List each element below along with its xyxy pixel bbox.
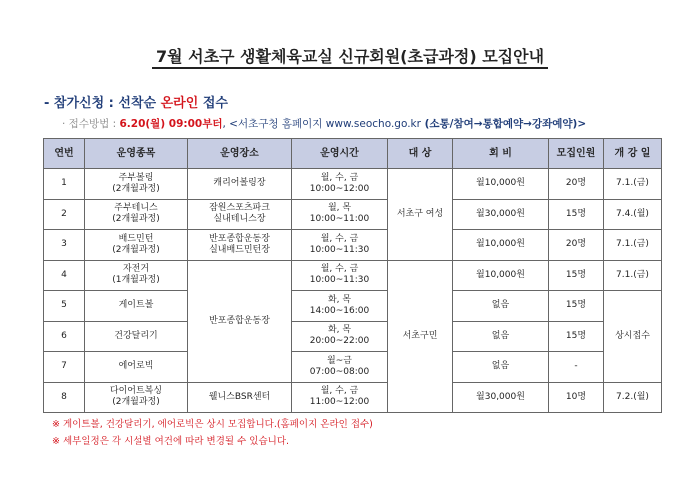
document-title: 7월 서초구 생활체육교실 신규회원(초급과정) 모집안내: [152, 47, 548, 69]
cell-sport: [85, 169, 188, 200]
cell-start: 7.2.(월): [604, 382, 662, 413]
cell-sport: [85, 199, 188, 230]
footnote-schedule-change: ※ 세부일정은 각 시설별 여건에 따라 변경될 수 있습니다.: [52, 436, 290, 447]
schedule-table: [43, 138, 662, 413]
time-hours: 10:00~11:30: [309, 275, 370, 286]
cell-capacity: 15명: [549, 321, 604, 352]
header-time: 운영시간: [292, 139, 388, 169]
schedule-header-row: [44, 139, 662, 169]
cell-start: 7.4.(월): [604, 199, 662, 230]
cell-fee: 월30,000원: [453, 199, 549, 230]
cell-time: [292, 169, 388, 200]
sport-name: 자전거: [122, 264, 150, 275]
cell-capacity: 15명: [549, 291, 604, 322]
cell-no: 4: [44, 260, 85, 291]
sport-course: (1개월과정): [112, 275, 160, 286]
table-row: [44, 352, 662, 383]
cell-target-residents: 서초구민: [388, 260, 453, 413]
table-row: [44, 321, 662, 352]
cell-start: 7.1.(금): [604, 260, 662, 291]
table-row: [44, 230, 662, 261]
header-capacity: 모집인원: [549, 139, 604, 169]
cell-target-women: 서초구 여성: [388, 169, 453, 261]
cell-capacity: 20명: [549, 230, 604, 261]
cell-sport: [85, 230, 188, 261]
table-row: [44, 291, 662, 322]
time-hours: 10:00~11:30: [309, 244, 370, 255]
sport-name: 배드민턴: [118, 233, 154, 244]
cell-fee: 없음: [453, 352, 549, 383]
sport-course: (2개월과정): [112, 214, 160, 225]
cell-sport: [85, 260, 188, 291]
cell-fee: 월10,000원: [453, 230, 549, 261]
cell-sport: [85, 382, 188, 413]
cell-time: [292, 230, 388, 261]
header-start: 개 강 일: [604, 139, 662, 169]
time-hours: 07:00~08:00: [309, 366, 370, 377]
time-hours: 20:00~22:00: [309, 336, 370, 347]
time-hours: 14:00~16:00: [309, 305, 370, 316]
time-days: 월, 수, 금: [320, 172, 359, 183]
time-days: 화, 목: [327, 325, 352, 336]
time-days: 월~금: [327, 355, 352, 366]
cell-no: 5: [44, 291, 85, 322]
application-notice: [44, 92, 228, 111]
cell-place: [188, 230, 292, 261]
application-notice-highlight: 온라인: [160, 96, 199, 111]
cell-start: 7.1.(금): [604, 169, 662, 200]
application-method-site: <서초구청 홈페이지 www.seocho.go.kr: [229, 118, 421, 130]
application-method: [62, 116, 586, 131]
table-row: [44, 169, 662, 200]
cell-fee: 없음: [453, 291, 549, 322]
cell-capacity: -: [549, 352, 604, 383]
cell-time: [292, 260, 388, 291]
cell-place: 캐리어볼링장: [188, 169, 292, 200]
cell-no: 2: [44, 199, 85, 230]
table-row: [44, 260, 662, 291]
cell-capacity: 20명: [549, 169, 604, 200]
cell-fee: 없음: [453, 321, 549, 352]
cell-sport: 건강달리기: [85, 321, 188, 352]
cell-no: 1: [44, 169, 85, 200]
cell-no: 7: [44, 352, 85, 383]
cell-place: 웰니스BSR센터: [188, 382, 292, 413]
cell-place-banpo: 반포종합운동장: [188, 260, 292, 382]
application-method-sep: ,: [222, 118, 230, 130]
time-hours: 11:00~12:00: [309, 397, 370, 408]
header-fee: 회 비: [453, 139, 549, 169]
sport-course: (2개월과정): [112, 397, 160, 408]
header-no: 연번: [44, 139, 85, 169]
application-method-date: 6.20(월) 09:00부터: [119, 118, 223, 130]
table-row: [44, 199, 662, 230]
sport-name: 주부테니스: [114, 203, 158, 214]
place-name: 반포종합운동장: [209, 233, 270, 244]
cell-capacity: 15명: [549, 199, 604, 230]
header-target: 대 상: [388, 139, 453, 169]
time-days: 월, 수, 금: [320, 233, 359, 244]
cell-place: [188, 199, 292, 230]
cell-time: [292, 352, 388, 383]
application-notice-suffix: 접수: [198, 96, 228, 111]
place-name: 잠원스포츠파크: [209, 203, 270, 214]
cell-fee: 월30,000원: [453, 382, 549, 413]
cell-no: 8: [44, 382, 85, 413]
application-method-prefix: · 접수방법 :: [62, 118, 120, 130]
cell-fee: 월10,000원: [453, 169, 549, 200]
cell-time: [292, 291, 388, 322]
cell-capacity: 10명: [549, 382, 604, 413]
cell-fee: 월10,000원: [453, 260, 549, 291]
sport-name: 주부볼링: [118, 172, 154, 183]
sport-name: 다이어트복싱: [109, 386, 163, 397]
place-sub: 실내테니스장: [213, 214, 266, 225]
time-hours: 10:00~11:00: [309, 214, 370, 225]
cell-time: [292, 382, 388, 413]
application-method-path: (소통/참여→통합예약→강좌예약)>: [420, 118, 587, 130]
cell-sport: 게이트볼: [85, 291, 188, 322]
time-days: 월, 수, 금: [320, 386, 359, 397]
time-hours: 10:00~12:00: [309, 183, 370, 194]
cell-start-always: 상시접수: [604, 291, 662, 383]
application-notice-prefix: - 참가신청 : 선착순: [44, 96, 161, 111]
document-title-wrap: [0, 44, 700, 67]
cell-start: 7.1.(금): [604, 230, 662, 261]
cell-no: 6: [44, 321, 85, 352]
cell-time: [292, 321, 388, 352]
cell-sport: 에어로빅: [85, 352, 188, 383]
footnote-always-open: ※ 게이트볼, 건강달리기, 에어로빅은 상시 모집합니다.(홈페이지 온라인 접수): [52, 419, 373, 430]
sport-course: (2개월과정): [112, 183, 160, 194]
cell-capacity: 15명: [549, 260, 604, 291]
time-days: 월, 수, 금: [320, 264, 359, 275]
sport-course: (2개월과정): [112, 244, 160, 255]
header-sport: 운영종목: [85, 139, 188, 169]
cell-no: 3: [44, 230, 85, 261]
table-row: [44, 382, 662, 413]
header-place: 운영장소: [188, 139, 292, 169]
time-days: 월, 목: [327, 203, 352, 214]
place-sub: 실내배드민턴장: [209, 244, 270, 255]
time-days: 화, 목: [327, 294, 352, 305]
cell-time: [292, 199, 388, 230]
